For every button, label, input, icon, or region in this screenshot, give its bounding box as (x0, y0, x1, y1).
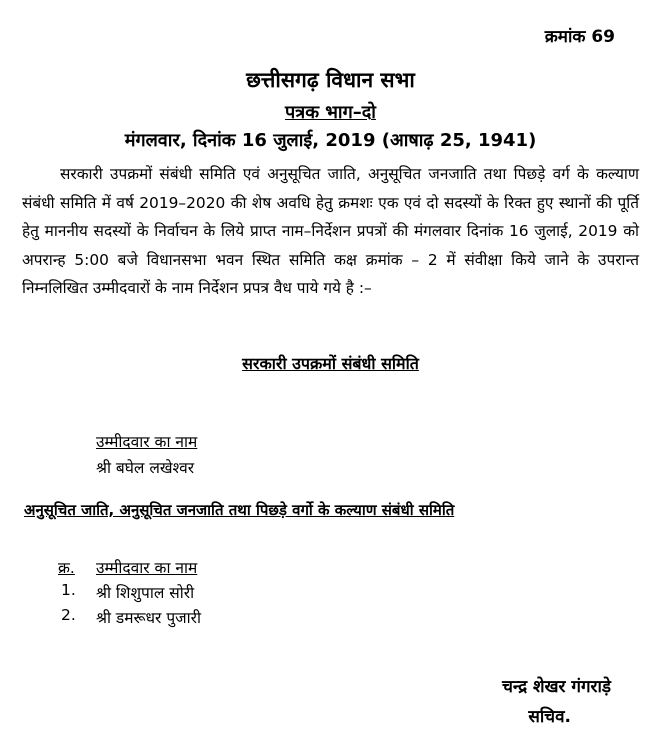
candidate-serial: 1. (61, 581, 76, 599)
notice-body (22, 160, 639, 303)
notice-paragraph: सरकारी उपक्रमों संबंधी समिति एवं अनुसूचित जाति, अनुसूचित जनजाति तथा पिछड़े वर्ग के कल्याण संबंधी समिति में वर्ष 2019–2020 की शेष अवधि हेतु क्रमशः एक एवं दो सदस्यों के रिक्त हुए स्थानों की पूर्ति हेतु माननीय सदस्यों के निर्वाचन के लिये प्राप्त नाम–निर्देशन प्रपत्रों की मंगलवार दिनांक 16 जुलाई, 2019 को अपरान्ह 5:00 बजे विधानसभा भवन स्थित समिति कक्ष क्रमांक – 2 में संवीक्षा किये जाने के उपरान्त निम्नलिखित उम्मीदवारों के नाम निर्देशन प्रपत्र वैध पाये गये है :– (22, 165, 639, 297)
candidate-name: श्री डमरूधर पुजारी (96, 609, 201, 627)
committee-2-column-header: उम्मीदवार का नाम (96, 559, 198, 577)
committee-1-column-header: उम्मीदवार का नाम (96, 433, 198, 451)
committee-2-heading: अनुसूचित जाति, अनुसूचित जनजाति तथा पिछड़े वर्गो के कल्याण संबंधी समिति (24, 501, 455, 519)
committee-1-heading: सरकारी उपक्रमों संबंधी समिति (242, 354, 419, 373)
bulletin-part-heading (0, 100, 661, 124)
assembly-title: छत्तीसगढ़ विधान सभा (246, 68, 415, 92)
committee-2-serial-header: क्र. (58, 559, 75, 577)
serial-number: क्रमांक 69 (544, 27, 615, 47)
candidate-name: श्री शिशुपाल सोरी (96, 584, 195, 602)
signatory-title: सचिव. (528, 707, 571, 727)
committee-1-candidate: श्री बघेल लखेश्वर (96, 459, 195, 477)
candidate-serial: 2. (61, 606, 76, 624)
date-line: मंगलवार, दिनांक 16 जुलाई, 2019 (आषाढ़ 25, 1941) (124, 130, 537, 151)
bulletin-part-label: पत्रक भाग–दो (285, 102, 376, 123)
signatory-name: चन्द्र शेखर गंगराड़े (502, 677, 611, 697)
